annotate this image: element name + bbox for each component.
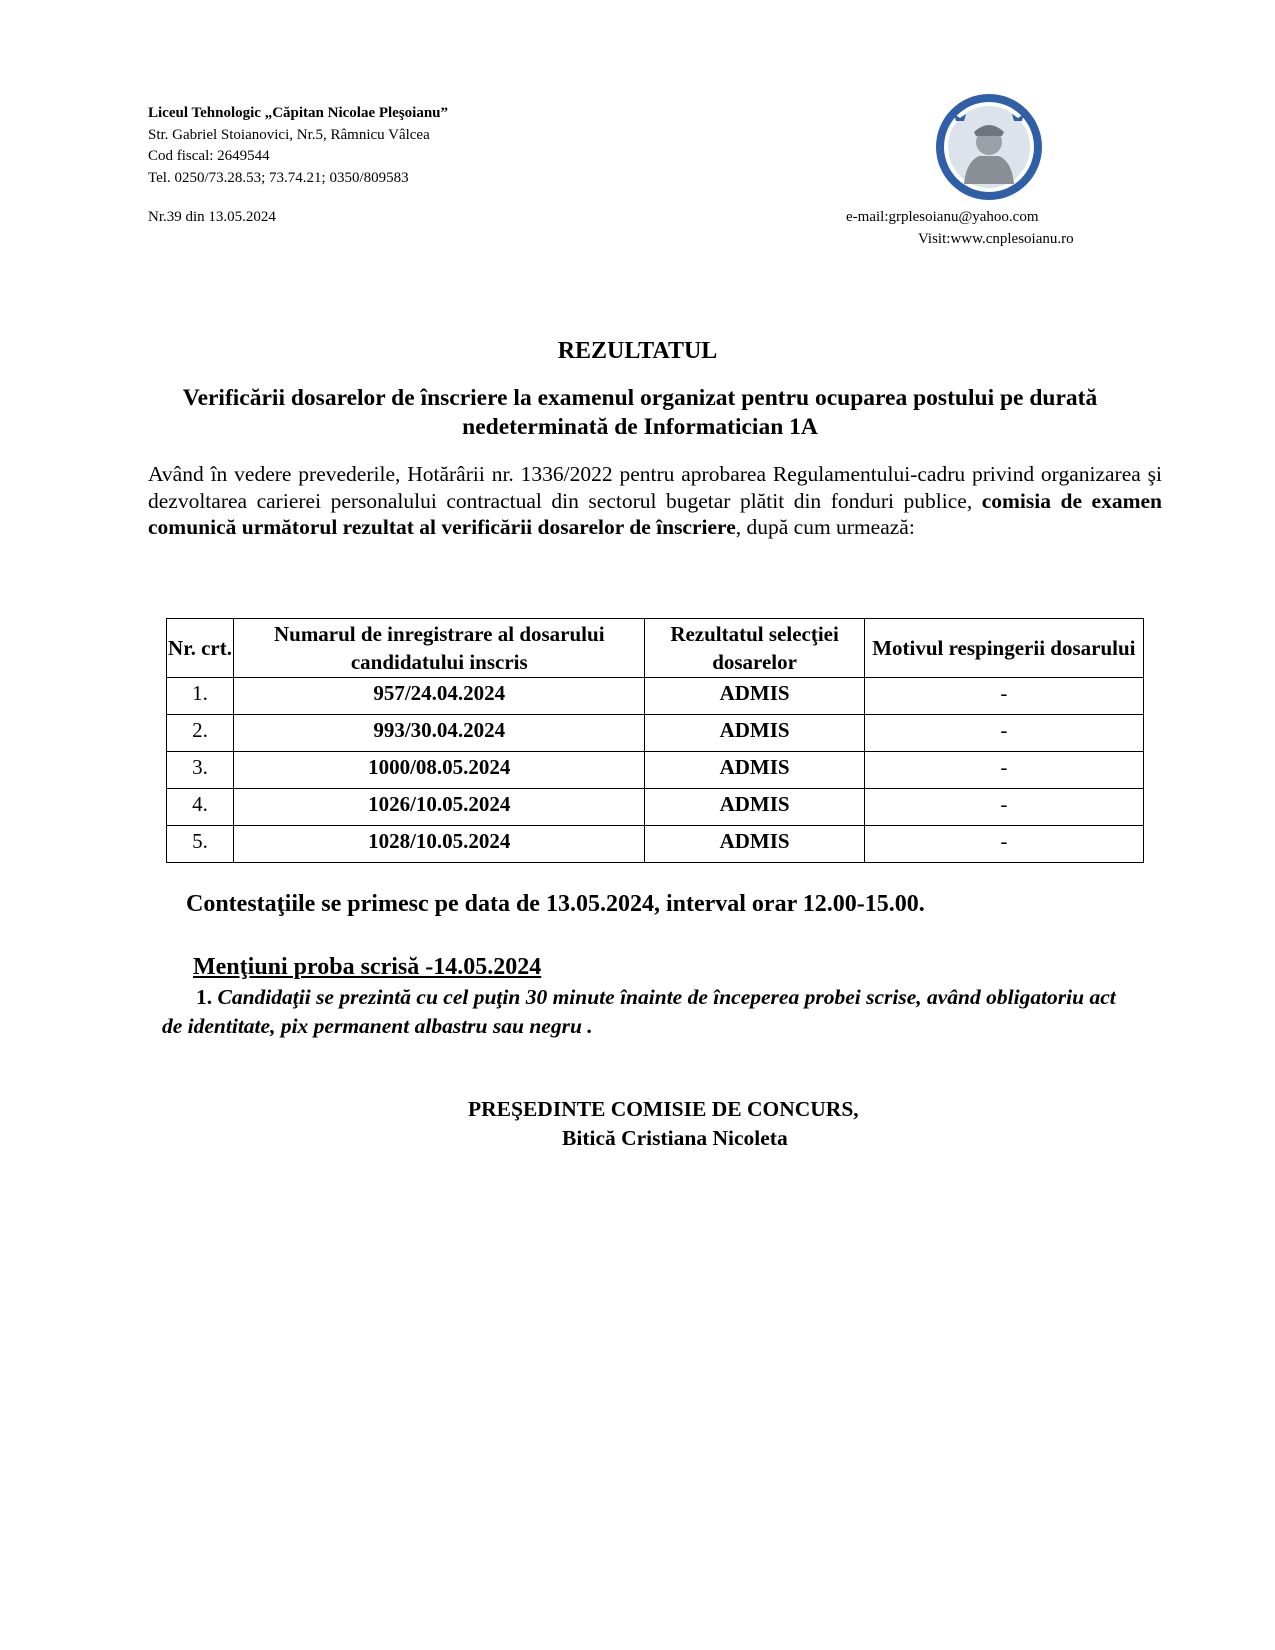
mention-text: Candidaţii se prezintă cu cel puţin 30 minute înainte de începerea probei scrise, având obligatoriu act de identitate, pix permanent albastru sau negru . <box>162 985 1116 1038</box>
document-number: Nr.39 din 13.05.2024 <box>148 209 276 225</box>
row-registration: 1026/10.05.2024 <box>234 789 645 826</box>
row-result: ADMIS <box>645 752 864 789</box>
phone-numbers: Tel. 0250/73.28.53; 73.74.21; 0350/809583 <box>148 169 409 186</box>
school-emblem-icon <box>934 92 1044 202</box>
table-row <box>167 715 1144 752</box>
row-nr: 2. <box>167 715 234 752</box>
row-reason: - <box>864 789 1143 826</box>
results-table <box>166 618 1144 863</box>
intro-text-bold: comisia de examen comunică următorul rezultat al verificării dosarelor de înscriere <box>148 488 1162 539</box>
fiscal-code: Cod fiscal: 2649544 <box>148 148 270 164</box>
row-registration: 1028/10.05.2024 <box>234 826 645 863</box>
table-row <box>167 752 1144 789</box>
mentions-heading: Menţiuni proba scrisă -14.05.2024 <box>193 954 542 980</box>
school-address: Str. Gabriel Stoianovici, Nr.5, Râmnicu Vâlcea <box>148 126 430 143</box>
row-nr: 3. <box>167 752 234 789</box>
intro-text-end: , după cum urmează: <box>735 515 915 539</box>
document-subtitle: Verificării dosarelor de înscriere la examenul organizat pentru ocuparea postului pe durată nedeterminată de Informatician 1A <box>182 385 1098 440</box>
school-name: Liceul Tehnologic „Căpitan Nicolae Pleşoianu” <box>148 105 449 121</box>
row-result: ADMIS <box>645 826 864 863</box>
mention-number: 1. <box>196 985 213 1009</box>
row-result: ADMIS <box>645 715 864 752</box>
email-address: e-mail:grplesoianu@yahoo.com <box>846 209 1039 225</box>
row-registration: 993/30.04.2024 <box>234 715 645 752</box>
row-nr: 5. <box>167 826 234 863</box>
signature-name: Bitică Cristiana Nicoleta <box>562 1126 788 1150</box>
intro-text-start: Având în vedere prevederile, Hotărârii nr. 1336/2022 pentru aprobarea Regulamentului-cadru privind organizarea şi dezvoltarea carierei personalului contractual din sectorul bugetar plătit din fonduri publice, <box>148 462 1162 513</box>
header-reason: Motivul respingerii dosarului <box>864 619 1143 678</box>
contestations-notice: Contestaţiile se primesc pe data de 13.05.2024, interval orar 12.00-15.00. <box>186 891 925 917</box>
school-header <box>148 103 448 189</box>
website: Visit:www.cnplesoianu.ro <box>918 231 1074 247</box>
row-reason: - <box>864 752 1143 789</box>
row-registration: 957/24.04.2024 <box>234 678 645 715</box>
document-title: REZULTATUL <box>557 338 718 364</box>
row-reason: - <box>864 715 1143 752</box>
mention-item <box>162 983 1122 1041</box>
table-row <box>167 678 1144 715</box>
row-result: ADMIS <box>645 678 864 715</box>
header-registration: Numarul de inregistrare al dosarului candidatului inscris <box>234 619 645 678</box>
table-row <box>167 789 1144 826</box>
row-reason: - <box>864 826 1143 863</box>
header-nr: Nr. crt. <box>167 619 234 678</box>
table-row <box>167 826 1144 863</box>
row-reason: - <box>864 678 1143 715</box>
row-result: ADMIS <box>645 789 864 826</box>
row-nr: 4. <box>167 789 234 826</box>
header-result: Rezultatul selecţiei dosarelor <box>645 619 864 678</box>
signature-title: PREŞEDINTE COMISIE DE CONCURS, <box>468 1097 859 1121</box>
table-header-row <box>167 619 1144 678</box>
row-nr: 1. <box>167 678 234 715</box>
intro-paragraph <box>148 461 1162 541</box>
row-registration: 1000/08.05.2024 <box>234 752 645 789</box>
